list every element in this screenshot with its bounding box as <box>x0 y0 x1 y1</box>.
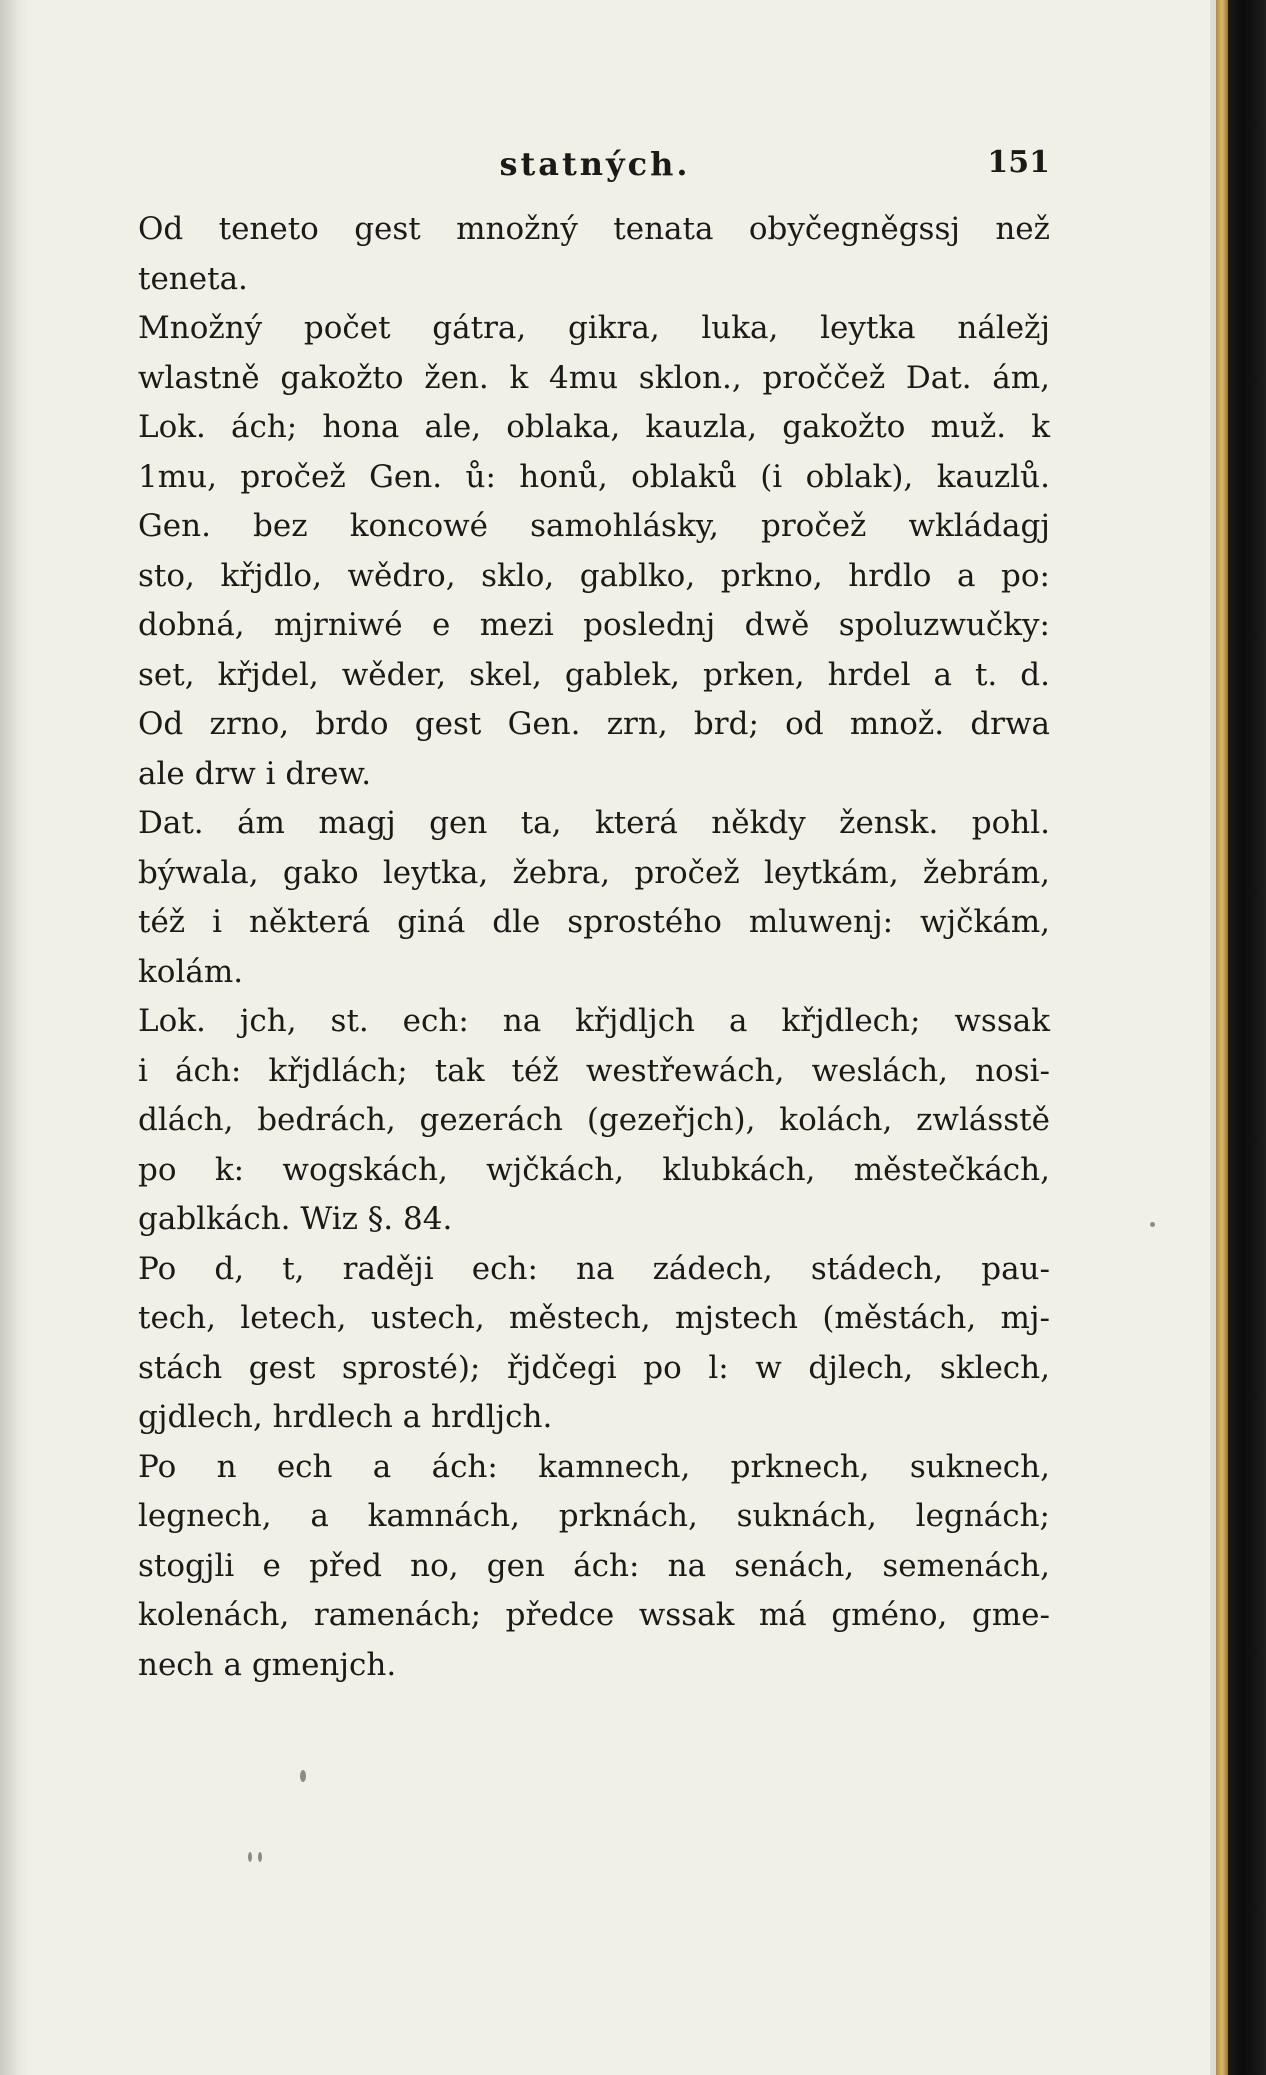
text-line: sto, křjdlo, wědro, sklo, gablko, prkno, hrdlo a po: <box>138 557 1050 594</box>
text-line: Po n ech a ách: kamnech, prknech, suknech, <box>138 1448 1050 1485</box>
text-line: gjdlech, hrdlech a hrdljch. <box>138 1399 553 1435</box>
text-line: Po d, t, raději ech: na zádech, stádech, pau- <box>138 1250 1050 1287</box>
text-line: Od zrno, brdo gest Gen. zrn, brd; od množ. drwa <box>138 706 1050 742</box>
text-line: gablkách. Wiz §. 84. <box>138 1201 453 1237</box>
text-line: wlastně gakožto žen. k 4mu sklon., proččež Dat. ám, <box>138 359 1050 396</box>
text-line: Dat. ám magj gen ta, která někdy žensk. pohl. <box>138 805 1050 841</box>
text-line: teneta. <box>138 260 248 297</box>
text-line: 1mu, pročež Gen. ů: honů, oblaků (i oblak), kauzlů. <box>138 458 1050 495</box>
running-head: statných. <box>499 145 691 183</box>
text-line: Lok. ách; hona ale, oblaka, kauzla, gakožto muž. k <box>138 409 1050 445</box>
text-line: tech, letech, ustech, městech, mjstech (městách, mj- <box>138 1300 1050 1336</box>
page-left-edge-shadow <box>0 0 30 2075</box>
text-line: Gen. bez koncowé samohlásky, pročež wkládagj <box>138 508 1050 544</box>
text-line: set, křjdel, wěder, skel, gablek, prken, hrdel a t. d. <box>138 656 1050 693</box>
text-line: býwala, gako leytka, žebra, pročež leytkám, žebrám, <box>138 854 1050 891</box>
ink-speck <box>248 1852 252 1862</box>
ink-speck <box>258 1852 262 1862</box>
text-line: po k: wogskách, wjčkách, klubkách, městečkách, <box>138 1151 1050 1188</box>
text-line: Lok. jch, st. ech: na křjdljch a křjdlech; wssak <box>138 1003 1050 1039</box>
text-line: dobná, mjrniwé e mezi poslednj dwě spoluzwučky: <box>138 607 1050 643</box>
binding-shadow <box>1228 0 1266 2075</box>
text-line: též i některá giná dle sprostého mluwenj: wjčkám, <box>138 904 1050 940</box>
text-line: Množný počet gátra, gikra, luka, leytka náležj <box>138 310 1050 346</box>
text-line: stogjli e před no, gen ách: na senách, semenách, <box>138 1547 1050 1584</box>
book-spine-edge <box>1210 0 1266 2075</box>
body-text <box>138 205 1050 1690</box>
ink-speck <box>300 1770 306 1782</box>
text-line: nech a gmenjch. <box>138 1646 397 1683</box>
text-line: kolenách, ramenách; předce wssak má gméno, gme- <box>138 1597 1050 1633</box>
text-line: legnech, a kamnách, prknách, suknách, legnách; <box>138 1498 1050 1534</box>
page-header <box>140 145 1050 189</box>
text-line: kolám. <box>138 953 244 990</box>
text-line: stách gest sprosté); řjdčegi po l: w djlech, sklech, <box>138 1349 1050 1386</box>
text-line: ale drw i drew. <box>138 755 372 792</box>
page-number: 151 <box>987 145 1050 180</box>
gilt-edge <box>1216 0 1228 2075</box>
text-line: dlách, bedrách, gezerách (gezeřjch), kolách, zwlásstě <box>138 1102 1050 1138</box>
text-line: i ách: křjdlách; tak též westřewách, weslách, nosi- <box>138 1052 1050 1089</box>
ink-speck <box>1150 1222 1155 1227</box>
text-line: Od teneto gest množný tenata obyčegněgssj než <box>138 211 1050 247</box>
